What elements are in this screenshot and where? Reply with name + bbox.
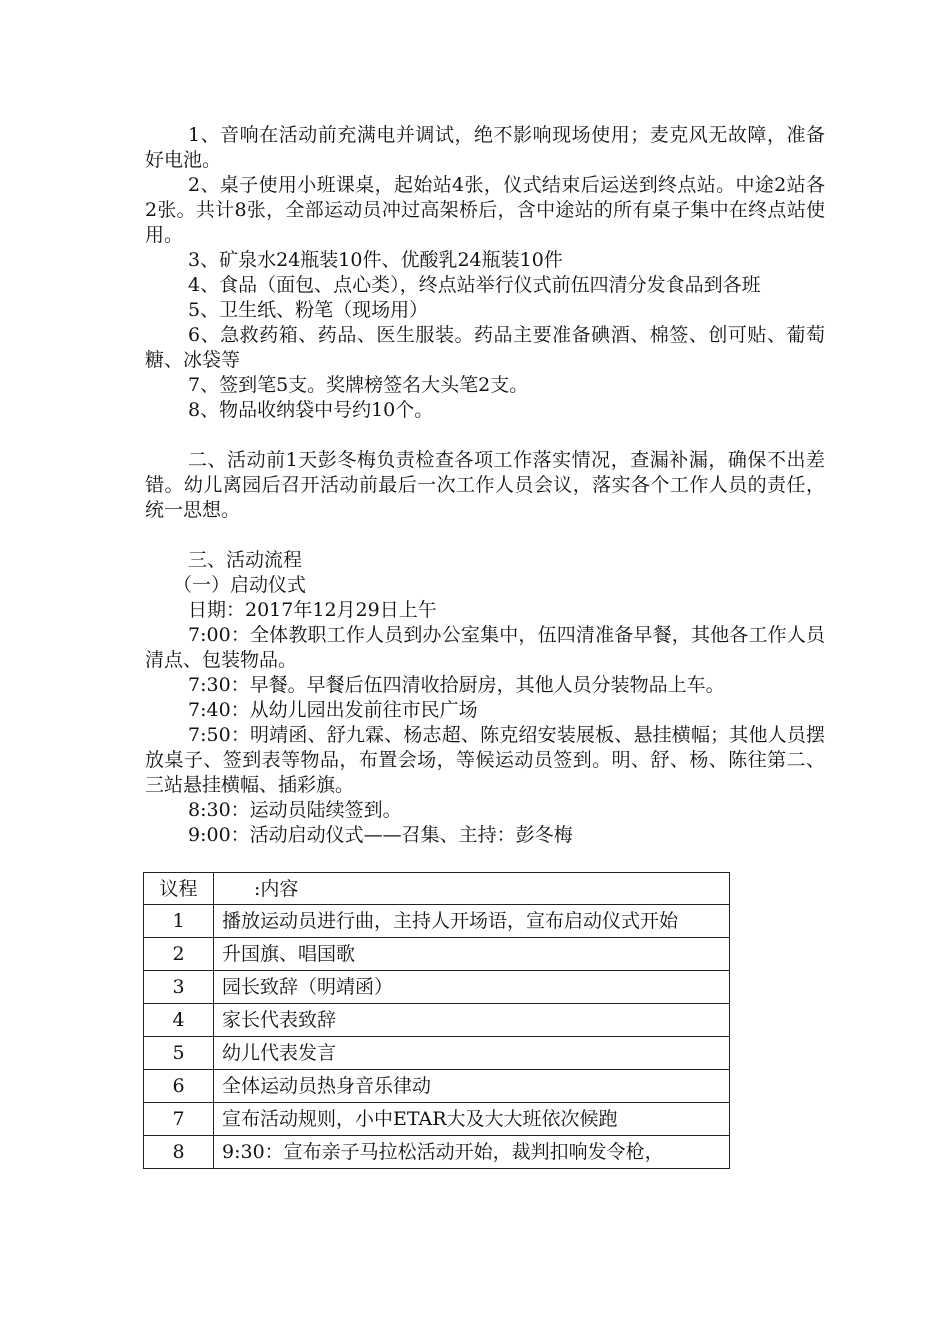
table-row <box>144 1136 730 1169</box>
section-three-heading: 三、活动流程 <box>188 549 303 571</box>
table-row <box>144 971 730 1004</box>
row-content: 宣布活动规则，小中ETAR大及大大班依次候跑 <box>214 1103 730 1136</box>
table-row <box>144 1070 730 1103</box>
item-drinks: 3、矿泉水24瓶装10件、优酸乳24瓶装10件 <box>188 249 563 271</box>
row-content: 播放运动员进行曲，主持人开场语，宣布启动仪式开始 <box>214 905 730 938</box>
document-body <box>145 123 825 848</box>
table-row <box>144 1004 730 1037</box>
item-firstaid: 6、急救药箱、药品、医生服装。药品主要准备碘酒、棉签、创可贴、葡萄糖、冰袋等 <box>145 324 825 371</box>
schedule-0750: 7:50：明靖函、舒九霖、杨志超、陈克绍安装展板、悬挂横幅；其他人员摆放桌子、签到表等物品，布置会场，等候运动员签到。明、舒、杨、陈往第二、三站悬挂横幅、插彩旗。 <box>145 724 825 796</box>
item-bags: 8、物品收纳袋中号约10个。 <box>188 399 434 421</box>
row-number: 7 <box>144 1103 214 1136</box>
schedule-0730: 7:30：早餐。早餐后伍四清收拾厨房，其他人员分装物品上车。 <box>188 674 725 696</box>
agenda-table <box>143 872 730 1169</box>
row-number: 3 <box>144 971 214 1004</box>
row-content: 家长代表致辞 <box>214 1004 730 1037</box>
schedule-0700: 7:00：全体教职工作人员到办公室集中，伍四清准备早餐，其他各工作人员清点、包装物品。 <box>145 624 825 671</box>
table-row <box>144 938 730 971</box>
date-line: 日期：2017年12月29日上午 <box>188 599 437 621</box>
table-row <box>144 905 730 938</box>
item-tables: 2、桌子使用小班课桌，起始站4张，仪式结束后运送到终点站。中途2站各2张。共计8张，全部运动员冲过高架桥后，含中途站的所有桌子集中在终点站使用。 <box>145 174 825 246</box>
item-tissue: 5、卫生纸、粉笔（现场用） <box>188 299 429 321</box>
row-number: 1 <box>144 905 214 938</box>
table-row <box>144 1037 730 1070</box>
schedule-0740: 7:40：从幼儿园出发前往市民广场 <box>188 699 478 721</box>
header-agenda: 议程 <box>144 873 214 905</box>
row-number: 2 <box>144 938 214 971</box>
row-content: 升国旗、唱国歌 <box>214 938 730 971</box>
item-audio: 1、音响在活动前充满电并调试，绝不影响现场使用；麦克风无故障，准备好电池。 <box>145 124 825 171</box>
header-content: :内容 <box>214 873 730 905</box>
row-number: 4 <box>144 1004 214 1037</box>
row-number: 6 <box>144 1070 214 1103</box>
schedule-0900: 9:00：活动启动仪式——召集、主持：彭冬梅 <box>188 824 573 846</box>
item-pens: 7、签到笔5支。奖牌榜签名大头笔2支。 <box>188 374 529 396</box>
item-food: 4、食品（面包、点心类），终点站举行仪式前伍四清分发食品到各班 <box>188 274 761 296</box>
subsection-heading: （一）启动仪式 <box>173 574 307 596</box>
row-number: 5 <box>144 1037 214 1070</box>
row-content: 园长致辞（明靖函） <box>214 971 730 1004</box>
table-row <box>144 1103 730 1136</box>
row-number: 8 <box>144 1136 214 1169</box>
row-content: 全体运动员热身音乐律动 <box>214 1070 730 1103</box>
row-content: 9:30：宣布亲子马拉松活动开始，裁判扣响发令枪， <box>214 1136 730 1169</box>
section-two: 二、活动前1天彭冬梅负责检查各项工作落实情况，查漏补漏，确保不出差错。幼儿离园后召开活动前最后一次工作人员会议，落实各个工作人员的责任，统一思想。 <box>145 449 825 521</box>
row-content: 幼儿代表发言 <box>214 1037 730 1070</box>
table-header-row <box>144 873 730 905</box>
schedule-0830: 8:30：运动员陆续签到。 <box>188 799 402 821</box>
